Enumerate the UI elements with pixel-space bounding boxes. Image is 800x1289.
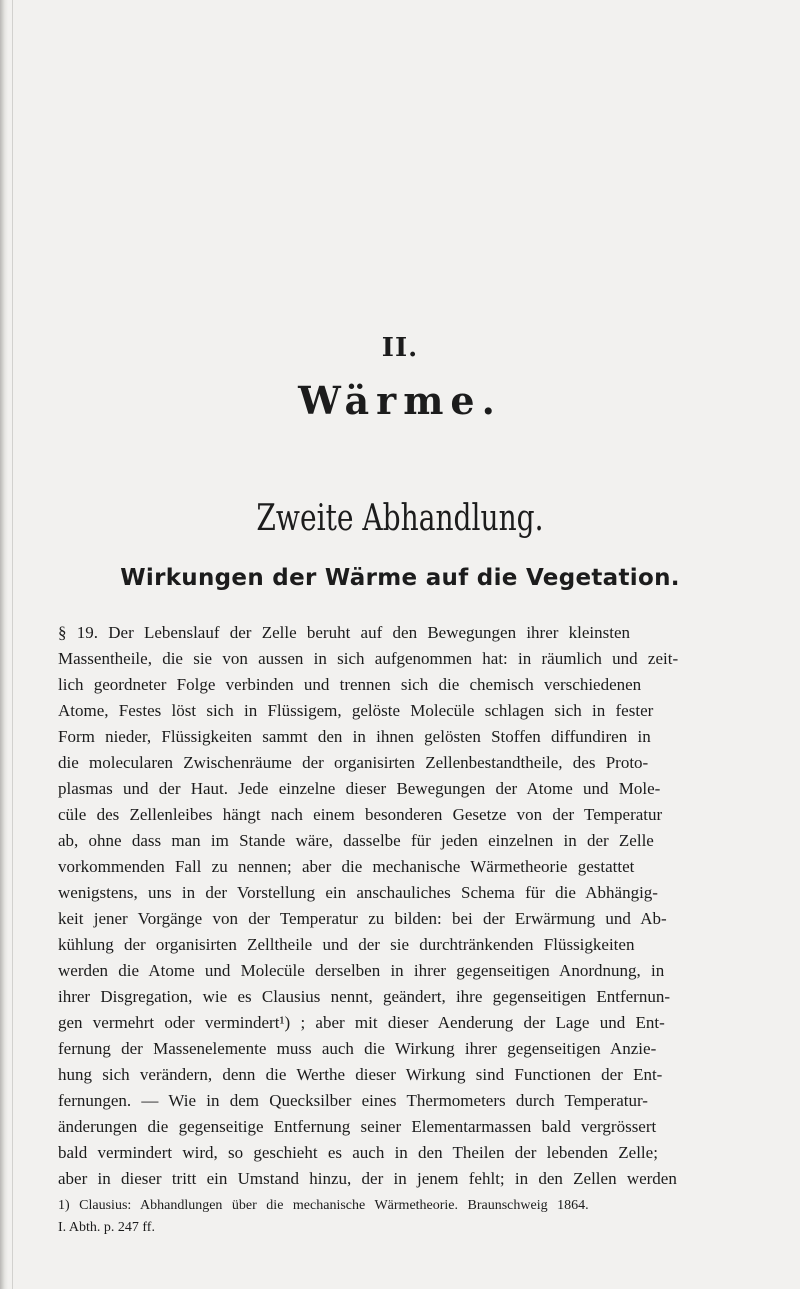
body-line: vorkommenden Fall zu nennen; aber die mechanische Wärmetheorie gestattet — [58, 857, 635, 876]
body-line: § 19. Der Lebenslauf der Zelle beruht auf den Bewegungen ihrer kleinsten — [58, 623, 631, 642]
body-line: fernungen. — Wie in dem Quecksilber eines Thermometers durch Temperatur- — [58, 1091, 648, 1110]
footnote — [58, 1195, 589, 1239]
body-line: fernung der Massenelemente muss auch die Wirkung ihrer gegenseitigen Anzie- — [58, 1039, 657, 1058]
body-line: ihrer Disgregation, wie es Clausius nennt, geändert, ihre gegenseitigen Entfernun- — [58, 987, 670, 1006]
chapter-number: II. — [381, 333, 419, 363]
body-paragraph — [58, 620, 678, 1192]
page-binding-edge — [0, 0, 8, 1289]
body-line: werden die Atome und Molecüle derselben in ihrer gegenseitigen Anordnung, in — [58, 961, 665, 980]
body-line: keit jener Vorgänge von der Temperatur zu bilden: bei der Erwärmung und Ab- — [58, 909, 667, 928]
body-line: Form nieder, Flüssigkeiten sammt den in ihnen gelösten Stoffen diffundiren in — [58, 727, 651, 746]
body-line: Massentheile, die sie von aussen in sich aufgenommen hat: in räumlich und zeit- — [58, 649, 679, 668]
body-line: die molecularen Zwischenräume der organisirten Zellenbestandtheile, des Proto- — [58, 753, 649, 772]
chapter-subtitle: Zweite Abhandlung. — [256, 498, 544, 539]
body-line: gen vermehrt oder vermindert¹) ; aber mit dieser Aenderung der Lage und Ent- — [58, 1013, 665, 1032]
footnote-line: I. Abth. p. 247 ff. — [58, 1220, 155, 1235]
chapter-title: Wärme. — [298, 378, 502, 423]
body-line: ab, ohne dass man im Stande wäre, dasselbe für jeden einzelnen in der Zelle — [58, 831, 654, 850]
body-line: änderungen die gegenseitige Entfernung seiner Elementarmassen bald vergrössert — [58, 1117, 657, 1136]
body-line: hung sich verändern, denn die Werthe dieser Wirkung sind Functionen der Ent- — [58, 1065, 663, 1084]
footnote-line: 1) Clausius: Abhandlungen über die mechanische Wärmetheorie. Braunschweig 1864. — [58, 1198, 589, 1213]
body-line: Atome, Festes löst sich in Flüssigem, gelöste Molecüle schlagen sich in fester — [58, 701, 654, 720]
body-line: plasmas und der Haut. Jede einzelne dieser Bewegungen der Atome und Mole- — [58, 779, 661, 798]
body-line: cüle des Zellenleibes hängt nach einem besonderen Gesetze von der Temperatur — [58, 805, 663, 824]
body-line: wenigstens, uns in der Vorstellung ein anschauliches Schema für die Abhängig- — [58, 883, 658, 902]
body-line: bald vermindert wird, so geschieht es auch in den Theilen der lebenden Zelle; — [58, 1143, 658, 1162]
section-heading: Wirkungen der Wärme auf die Vegetation. — [120, 565, 680, 591]
page-edge-line — [12, 0, 13, 1289]
body-line: aber in dieser tritt ein Umstand hinzu, der in jenem fehlt; in den Zellen werden — [58, 1169, 677, 1188]
body-line: kühlung der organisirten Zelltheile und der sie durchtränkenden Flüssigkeiten — [58, 935, 635, 954]
body-line: lich geordneter Folge verbinden und trennen sich die chemisch verschiedenen — [58, 675, 642, 694]
